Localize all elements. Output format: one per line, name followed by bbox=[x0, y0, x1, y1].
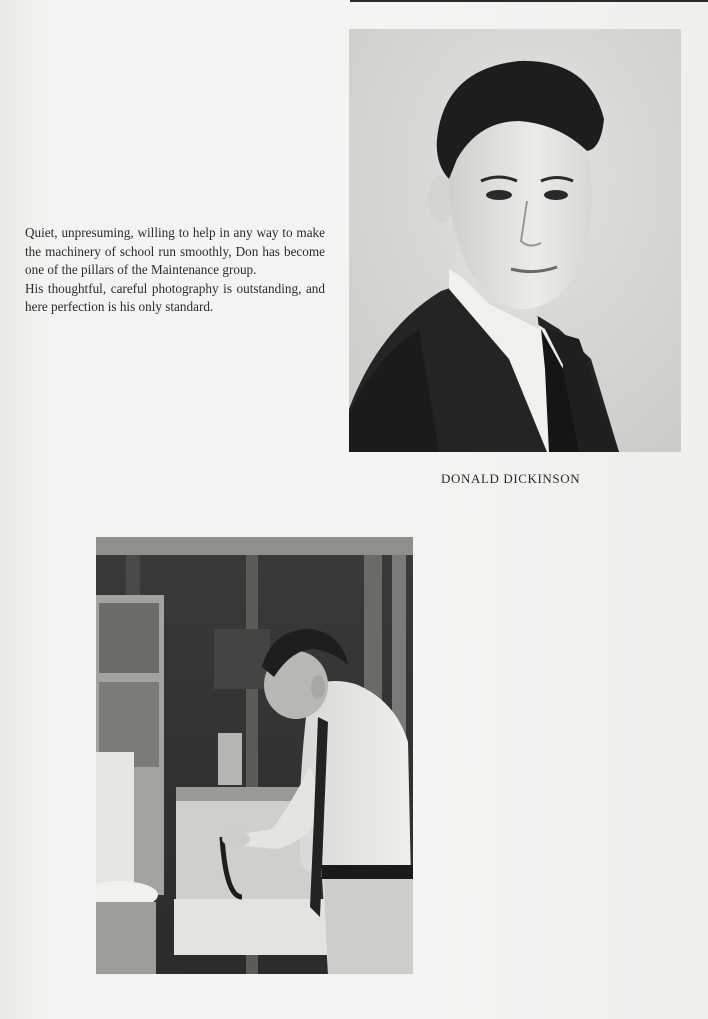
candid-darkroom-photo bbox=[96, 537, 413, 974]
bio-paragraph-1: Quiet, unpresuming, willing to help in any way to make the machinery of school run smoothly, Don has become one of the pillars of the Maintenance group. bbox=[25, 225, 325, 277]
page-edge-shadow bbox=[350, 0, 708, 2]
bio-text-block bbox=[25, 224, 325, 317]
portrait-caption-name: DONALD DICKINSON bbox=[441, 471, 581, 486]
bio-paragraph-2: His thoughtful, careful photography is outstanding, and here perfection is his only standard. bbox=[25, 280, 325, 314]
senior-portrait-photo bbox=[349, 29, 681, 452]
